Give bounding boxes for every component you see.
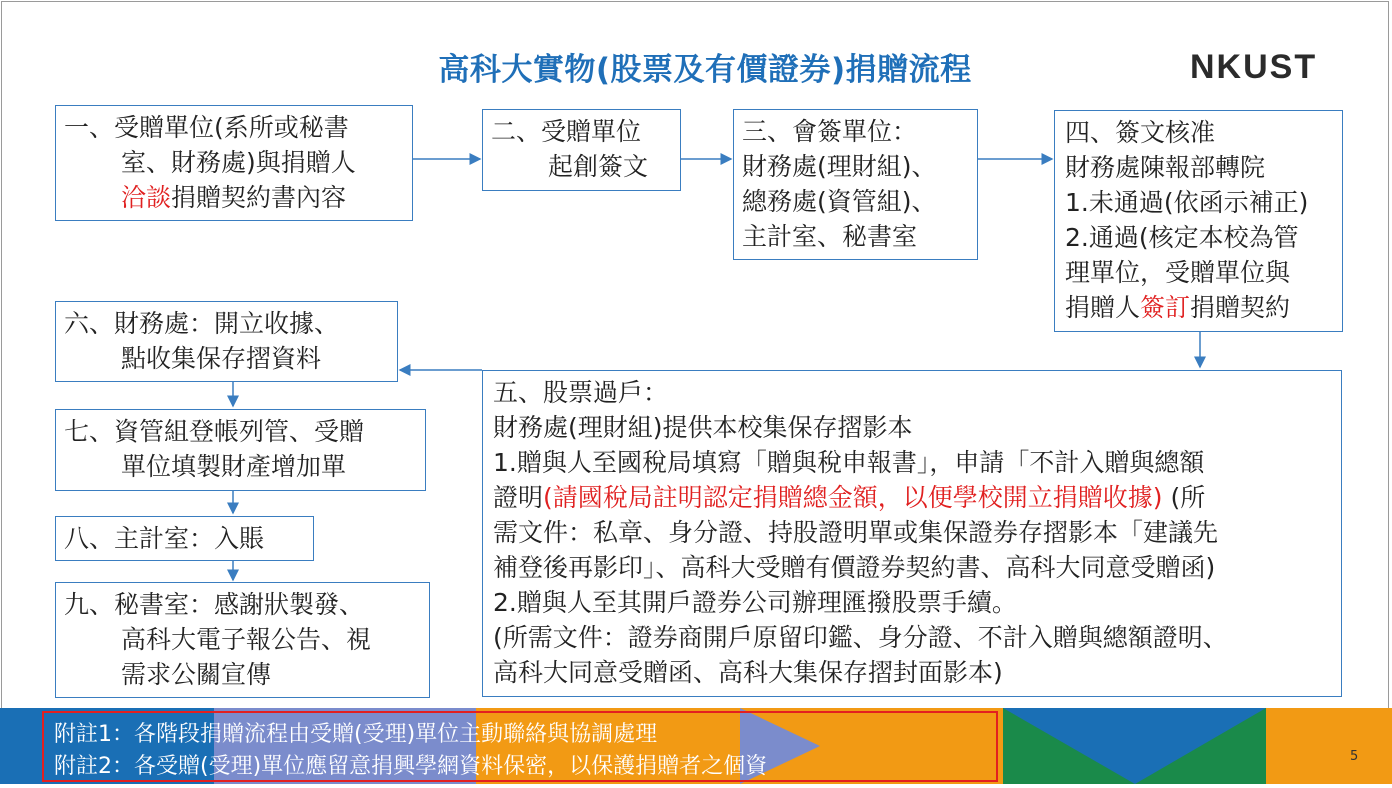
step-3-box bbox=[733, 109, 978, 260]
step-1-highlight: 洽談 bbox=[121, 183, 172, 212]
step-5-box bbox=[482, 370, 1342, 697]
step-5-line-2: 財務處(理財組)提供本校集保存摺影本 bbox=[493, 413, 913, 442]
step-9-line-3: 需求公關宣傳 bbox=[121, 660, 272, 689]
step-5-line-5: 需文件：私章、身分證、持股證明單或集保證券存摺影本「建議先 bbox=[493, 518, 1219, 547]
page-number: 5 bbox=[1350, 749, 1359, 764]
step-3-line-2: 財務處(理財組)、 bbox=[742, 152, 937, 181]
step-5-line-9: 高科大同意受贈函、高科大集保存摺封面影本) bbox=[493, 658, 1003, 687]
step-5-line-1: 五、股票過戶： bbox=[493, 378, 669, 407]
step-4-line-5: 理單位，受贈單位與 bbox=[1065, 258, 1291, 287]
step-2-line-2: 起創簽文 bbox=[548, 152, 649, 181]
step-1-line-1: 一、受贈單位(系所或秘書 bbox=[64, 113, 349, 142]
step-9-line-2: 高科大電子報公告、視 bbox=[121, 625, 372, 654]
step-2-line-1: 二、受贈單位 bbox=[491, 117, 642, 146]
step-5-highlight: (請國稅局註明認定捐贈總金額，以便學校開立捐贈收據) bbox=[543, 483, 1163, 512]
step-6-box bbox=[55, 301, 398, 382]
step-7-line-2: 單位填製財產增加單 bbox=[121, 452, 347, 481]
note-2: 附註2：各受贈(受理)單位應留意捐興學網資料保密，以保護捐贈者之個資 bbox=[54, 754, 768, 779]
step-5-line-4: 證明(請國稅局註明認定捐贈總金額，以便學校開立捐贈收據) (所 bbox=[493, 483, 1206, 512]
step-9-line-1: 九、秘書室：感謝狀製發、 bbox=[64, 590, 365, 619]
step-3-line-3: 總務處(資管組)、 bbox=[742, 187, 937, 216]
step-4-line-3: 1.未通過(依函示補正) bbox=[1065, 188, 1309, 217]
step-1-box bbox=[55, 105, 413, 221]
step-4-highlight: 簽訂 bbox=[1140, 293, 1191, 322]
step-6-line-1: 六、財務處：開立收據、 bbox=[64, 309, 340, 338]
step-7-box bbox=[55, 409, 426, 491]
step-1-line-2: 室、財務處)與捐贈人 bbox=[121, 148, 356, 177]
step-9-box bbox=[55, 582, 430, 698]
step-5-line-7: 2.贈與人至其開戶證券公司辦理匯撥股票手續。 bbox=[493, 588, 1017, 617]
page-title: 高科大實物(股票及有價證券)捐贈流程 bbox=[438, 52, 972, 88]
nkust-logo: NKUST bbox=[1190, 48, 1318, 86]
step-4-box bbox=[1054, 110, 1343, 332]
step-4-line-6: 捐贈人簽訂捐贈契約 bbox=[1065, 293, 1291, 322]
step-4-line-2: 財務處陳報部轉院 bbox=[1065, 153, 1266, 182]
step-8-box bbox=[55, 516, 314, 561]
step-3-line-1: 三、會簽單位： bbox=[742, 117, 918, 146]
note-1: 附註1：各階段捐贈流程由受贈(受理)單位主動聯絡與協調處理 bbox=[54, 722, 658, 747]
step-6-line-2: 點收集保存摺資料 bbox=[121, 344, 322, 373]
step-7-line-1: 七、資管組登帳列管、受贈 bbox=[64, 417, 365, 446]
step-4-line-1: 四、簽文核准 bbox=[1065, 118, 1216, 147]
step-1-line-3: 洽談捐贈契約書內容 bbox=[121, 183, 347, 212]
step-3-line-4: 主計室、秘書室 bbox=[742, 222, 918, 251]
step-8-line-1: 八、主計室：入賬 bbox=[64, 524, 265, 553]
step-5-line-3: 1.贈與人至國稅局填寫「贈與稅申報書」，申請「不計入贈與總額 bbox=[493, 448, 1205, 477]
step-5-line-6: 補登後再影印」、高科大受贈有價證券契約書、高科大同意受贈函) bbox=[493, 553, 1216, 582]
step-2-box bbox=[482, 109, 681, 191]
step-4-line-4: 2.通過(核定本校為管 bbox=[1065, 223, 1299, 252]
step-5-line-8: (所需文件：證券商開戶原留印鑑、身分證、不計入贈與總額證明、 bbox=[493, 623, 1228, 652]
